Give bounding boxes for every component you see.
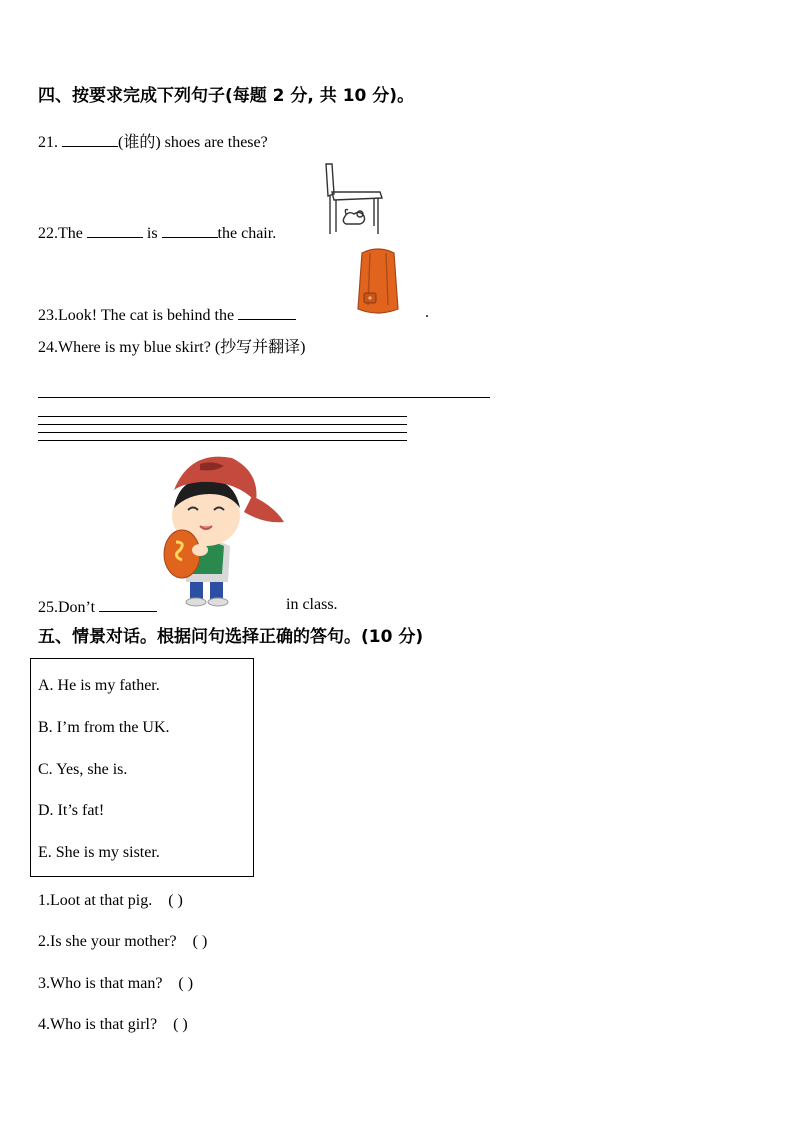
- option-a: A. He is my father.: [38, 677, 160, 694]
- answer-blank[interactable]: [162, 221, 218, 238]
- option-c: C. Yes, she is.: [38, 761, 128, 778]
- writing-line[interactable]: [38, 416, 407, 417]
- question-text: 1.Loot at that pig.: [38, 892, 153, 909]
- answer-paren[interactable]: ( ): [173, 1016, 188, 1033]
- dialogue-question-1: [38, 891, 183, 911]
- boy-eating-image: [160, 450, 290, 610]
- dialogue-question-4: [38, 1015, 188, 1035]
- question-text: 23.Look! The cat is behind the: [38, 307, 235, 324]
- chinese-hint: (谁的): [118, 134, 161, 151]
- section-four-heading: 四、按要求完成下列句子(每题 2 分, 共 10 分)。: [38, 86, 415, 106]
- option-e: E. She is my sister.: [38, 844, 160, 861]
- answer-blank[interactable]: [99, 595, 157, 612]
- question-text: the chair.: [217, 225, 277, 242]
- question-text: is: [146, 225, 158, 242]
- dialogue-question-2: [38, 932, 207, 952]
- writing-line[interactable]: [38, 424, 407, 425]
- answer-blank[interactable]: [87, 221, 143, 238]
- question-23: [38, 303, 296, 326]
- question-22: [38, 221, 276, 244]
- sentence-period: .: [425, 304, 429, 321]
- answer-paren[interactable]: ( ): [178, 975, 194, 992]
- answer-paren[interactable]: ( ): [168, 892, 183, 909]
- answer-blank[interactable]: [238, 303, 296, 320]
- question-number: 22.: [38, 225, 58, 242]
- section-five-heading: 五、情景对话。根据问句选择正确的答句。(10 分): [38, 627, 424, 647]
- bag-image: [356, 247, 400, 315]
- question-number: 21.: [38, 134, 58, 151]
- question-21: [38, 130, 268, 153]
- question-25: [38, 595, 157, 618]
- question-text: 3.Who is that man?: [38, 975, 163, 992]
- question-text: The: [58, 225, 83, 242]
- writing-line[interactable]: [38, 440, 407, 441]
- writing-line[interactable]: [38, 432, 407, 433]
- question-text: shoes are these?: [164, 134, 268, 151]
- option-d: D. It’s fat!: [38, 802, 105, 819]
- question-text: 4.Who is that girl?: [38, 1016, 158, 1033]
- option-b: B. I’m from the UK.: [38, 719, 170, 736]
- chair-with-dog-image: [322, 162, 386, 236]
- question-text: 2.Is she your mother?: [38, 933, 177, 950]
- dialogue-question-3: [38, 974, 193, 994]
- answer-blank[interactable]: [62, 130, 118, 147]
- answer-paren[interactable]: ( ): [192, 933, 208, 950]
- question-text: in class.: [286, 596, 338, 613]
- writing-line[interactable]: [38, 397, 490, 398]
- question-text: 25.Don’t: [38, 599, 96, 616]
- question-24: 24.Where is my blue skirt? (抄写并翻译): [38, 339, 306, 356]
